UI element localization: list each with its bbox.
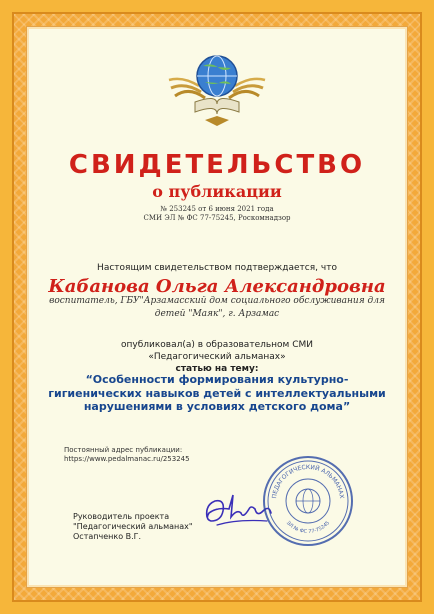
- certificate-title: СВИДЕТЕЛЬСТВО: [68, 150, 366, 180]
- svg-text:ПЕДАГОГИЧЕСКИЙ АЛЬМАНАХ: [271, 464, 345, 499]
- certificate-number: № 253245 от 6 июня 2021 года: [160, 205, 274, 213]
- svg-text:ЭЛ № ФС 77-75245: [285, 520, 331, 535]
- registration-info: СМИ ЭЛ № ФС 77-75245, Роскомнадзор: [143, 214, 291, 222]
- signer-name: Остапченко В.Г.: [73, 532, 142, 541]
- stamp-ring-bottom-text: ЭЛ № ФС 77-75245: [284, 520, 332, 536]
- topic-label: статью на тему:: [175, 364, 259, 374]
- confirm-text: Настоящим свидетельством подтверждается, что: [97, 263, 337, 273]
- published-in-line2: «Педагогический альманах»: [148, 352, 286, 362]
- signer-title: Руководитель проекта: [73, 512, 170, 521]
- article-topic-line2: гигиенических навыков детей с интеллектуальными: [48, 386, 386, 400]
- article-topic-line3: нарушениями в условиях детского дома”: [83, 400, 351, 413]
- official-stamp: [262, 455, 354, 547]
- article-topic-line1: “Особенности формирования культурно-: [85, 373, 349, 386]
- address-label: Постоянный адрес публикации:: [64, 446, 183, 454]
- published-in-line1: опубликовал(а) в образовательном СМИ: [120, 340, 313, 350]
- recipient-position-line1: воспитатель, ГБУ"Арзамасский дом социального обслуживания для: [49, 296, 385, 306]
- globe-book-emblem-icon: [167, 38, 267, 130]
- publication-url: https://www.pedalmanac.ru/253245: [64, 455, 190, 463]
- stamp-ring-text: ПЕДАГОГИЧЕСКИЙ АЛЬМАНАХ: [271, 463, 345, 500]
- certificate-subtitle: о публикации: [152, 182, 282, 201]
- signer-project: "Педагогический альманах": [73, 522, 193, 531]
- recipient-position-line2: детей "Маяк", г. Арзамас: [154, 309, 280, 319]
- article-topic: [0, 373, 434, 414]
- recipient-name: Кабанова Ольга Александровна: [48, 276, 386, 297]
